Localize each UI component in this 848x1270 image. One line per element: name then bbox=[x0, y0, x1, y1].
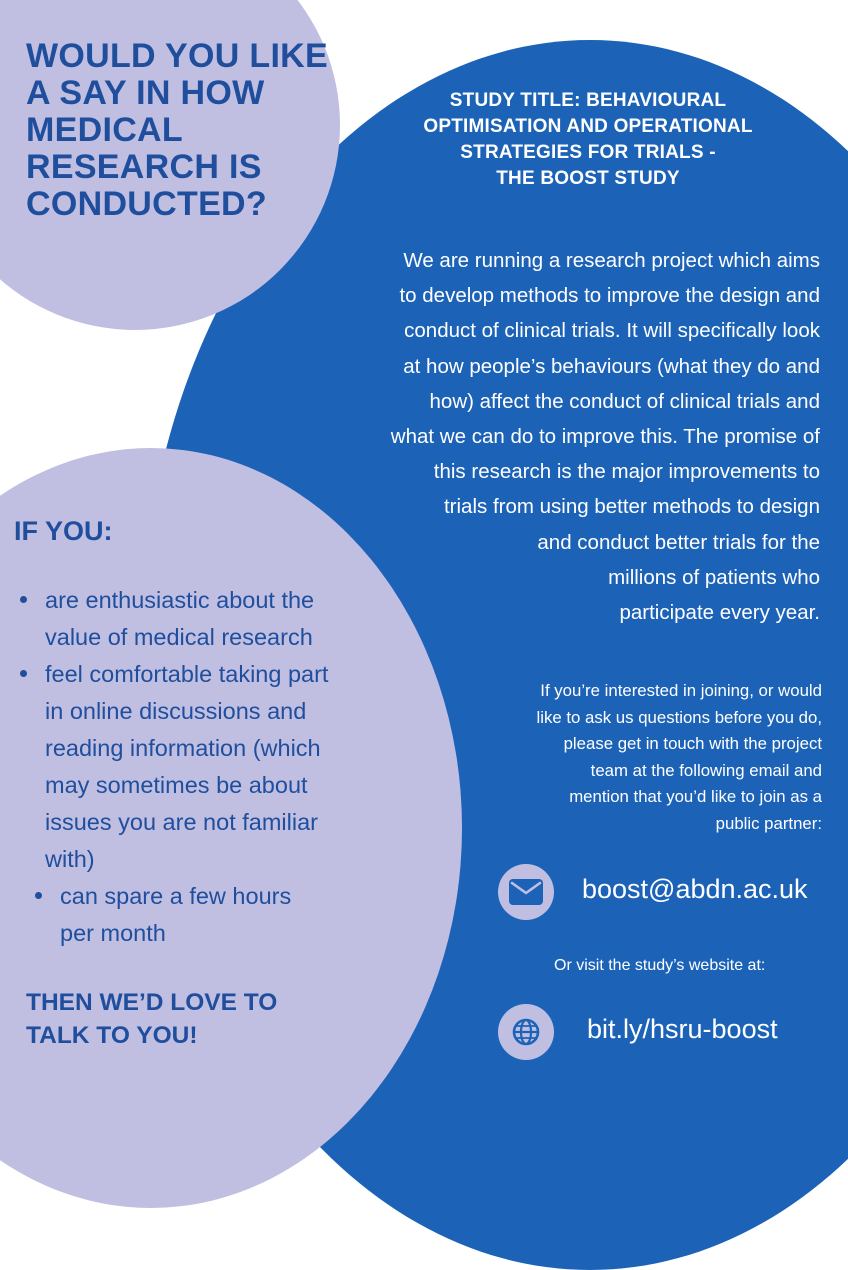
headline-line: MEDICAL bbox=[26, 111, 183, 149]
intro-line: this research is the major improvements to bbox=[433, 460, 820, 484]
criteria-item bbox=[18, 582, 418, 656]
study-title bbox=[368, 88, 808, 192]
join-line: please get in touch with the project bbox=[563, 734, 822, 753]
closing-callout bbox=[26, 986, 366, 1052]
criteria-line: may sometimes be about bbox=[45, 772, 308, 798]
criteria-line: in online discussions and bbox=[45, 698, 307, 724]
criteria-heading: IF YOU: bbox=[14, 516, 113, 546]
criteria-line: per month bbox=[60, 920, 166, 946]
criteria-line: reading information (which bbox=[45, 735, 321, 761]
headline-line: CONDUCTED? bbox=[26, 185, 267, 223]
website-prompt: Or visit the study’s website at: bbox=[554, 957, 766, 974]
join-line: like to ask us questions before you do, bbox=[536, 707, 822, 727]
join-line: If you’re interested in joining, or would bbox=[540, 681, 822, 700]
contact-email[interactable]: boost@abdn.ac.uk bbox=[582, 874, 808, 904]
headline-line: A SAY IN HOW bbox=[26, 74, 265, 112]
join-line: public partner: bbox=[715, 813, 822, 833]
intro-line: what we can do to improve this. The promise of bbox=[390, 425, 820, 449]
globe-icon bbox=[498, 1004, 554, 1060]
study-title-line: STRATEGIES FOR TRIALS - bbox=[460, 142, 716, 163]
join-instructions bbox=[422, 678, 822, 837]
envelope-icon bbox=[498, 864, 554, 920]
criteria-line: issues you are not familiar bbox=[45, 809, 318, 835]
criteria-item bbox=[18, 656, 418, 878]
headline-line: WOULD YOU LIKE bbox=[26, 37, 329, 75]
study-title-line: OPTIMISATION AND OPERATIONAL bbox=[423, 116, 753, 137]
intro-line: trials from using better methods to design bbox=[443, 495, 820, 519]
closing-line: TALK TO YOU! bbox=[26, 1022, 198, 1049]
intro-line: and conduct better trials for the bbox=[537, 530, 820, 554]
closing-line: THEN WE’D LOVE TO bbox=[26, 989, 278, 1016]
study-title-line: STUDY TITLE: BEHAVIOURAL bbox=[449, 90, 727, 111]
intro-paragraph bbox=[260, 243, 820, 630]
intro-line: conduct of clinical trials. It will specifically look bbox=[404, 319, 820, 343]
intro-line: how) affect the conduct of clinical trials and bbox=[429, 389, 820, 413]
intro-line: at how people’s behaviours (what they do and bbox=[403, 354, 820, 378]
intro-line: We are running a research project which aims bbox=[403, 249, 820, 272]
bullet-dot-icon bbox=[20, 596, 27, 603]
intro-line: participate every year. bbox=[619, 601, 820, 625]
intro-line: to develop methods to improve the design and bbox=[399, 284, 820, 308]
bullet-dot-icon bbox=[20, 670, 27, 677]
contact-website[interactable]: bit.ly/hsru-boost bbox=[587, 1014, 778, 1044]
criteria-list bbox=[18, 582, 418, 952]
criteria-line: can spare a few hours bbox=[60, 883, 292, 909]
criteria-line: feel comfortable taking part bbox=[45, 661, 329, 687]
headline bbox=[26, 38, 346, 223]
study-title-line: THE BOOST STUDY bbox=[496, 168, 680, 189]
intro-line: millions of patients who bbox=[608, 565, 820, 589]
criteria-line: with) bbox=[45, 846, 95, 872]
join-line: mention that you’d like to join as a bbox=[569, 787, 822, 806]
join-line: team at the following email and bbox=[590, 760, 822, 780]
bullet-dot-icon bbox=[35, 892, 42, 899]
headline-line: RESEARCH IS bbox=[26, 148, 262, 186]
criteria-item bbox=[33, 878, 418, 952]
criteria-line: value of medical research bbox=[45, 624, 313, 650]
criteria-line: are enthusiastic about the bbox=[45, 587, 315, 613]
